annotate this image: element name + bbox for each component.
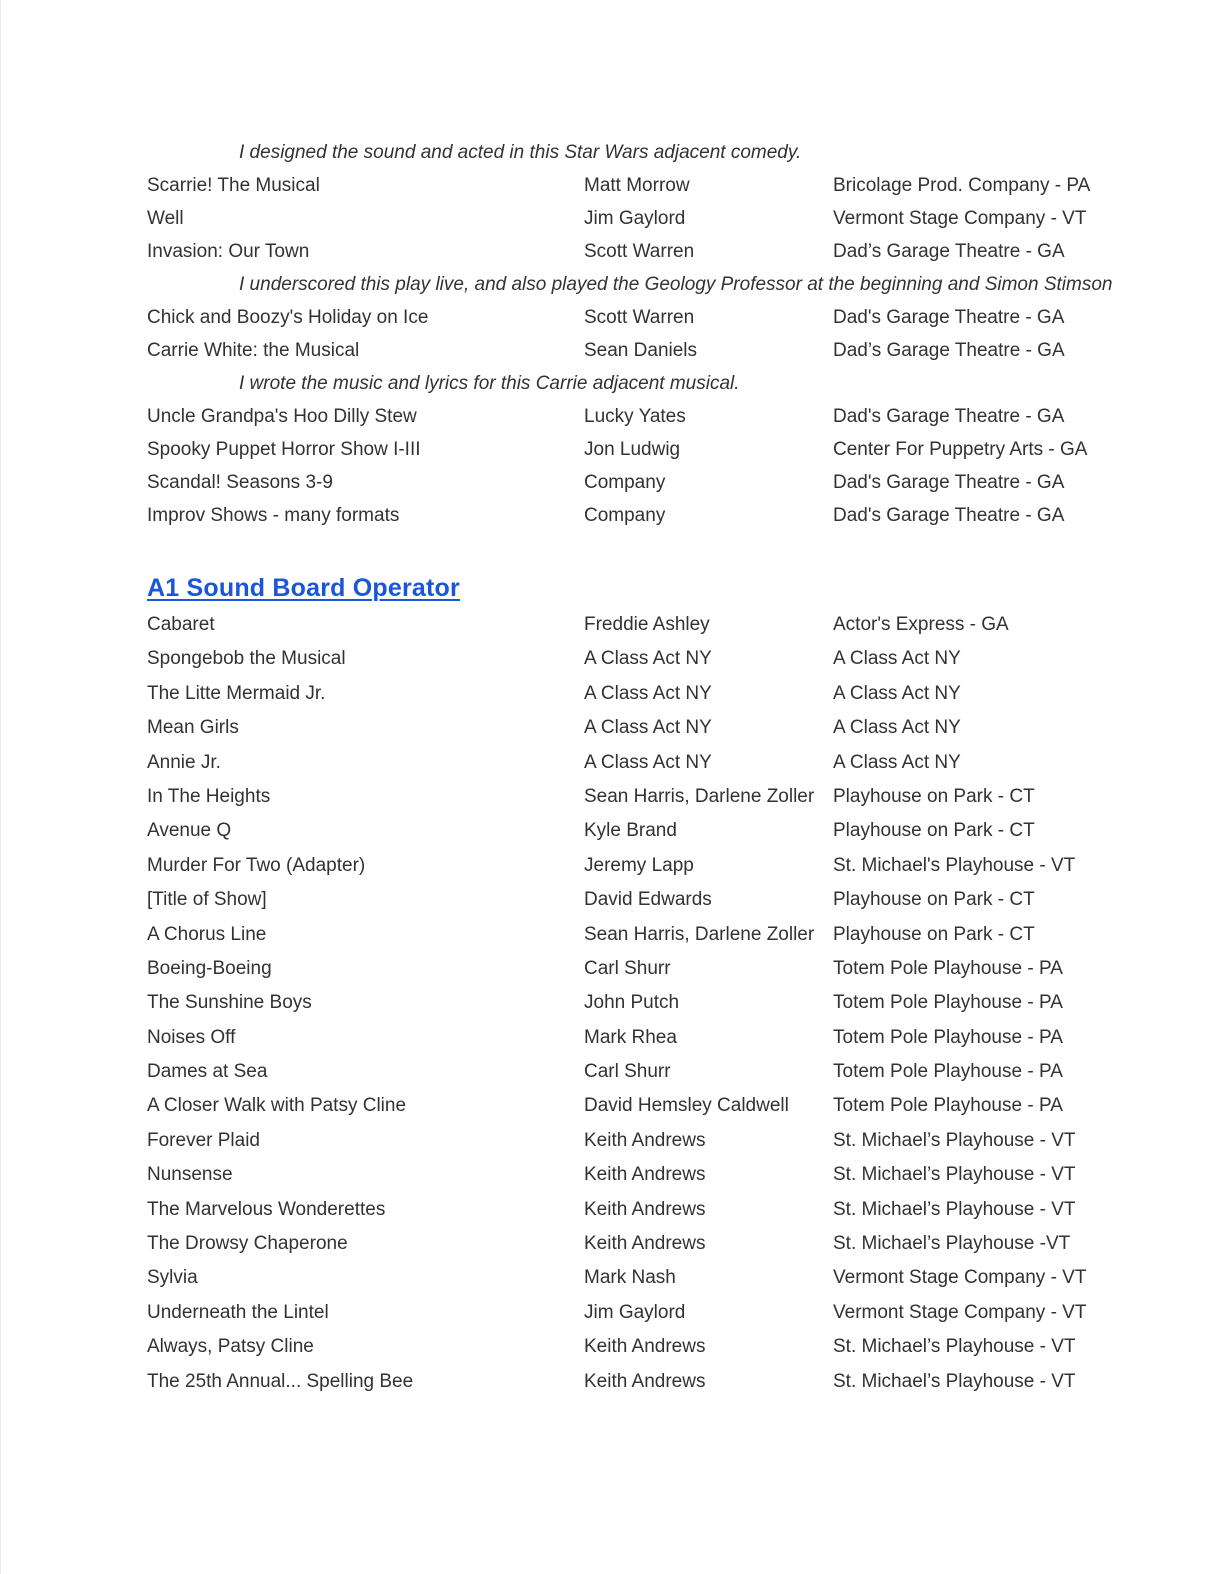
director-name: John Putch	[584, 992, 680, 1014]
credit-row	[147, 1021, 1169, 1055]
director-name: Carl Shurr	[584, 957, 671, 979]
theatre-name: Dad's Garage Theatre - GA	[833, 472, 1065, 493]
show-title: Uncle Grandpa's Hoo Dilly Stew	[147, 406, 417, 427]
credit-row	[147, 883, 1169, 917]
show-title: Always, Patsy Cline	[147, 1336, 314, 1358]
theatre-name: A Class Act NY	[833, 717, 961, 739]
credit-row	[147, 466, 1169, 499]
director-name: A Class Act NY	[584, 751, 712, 773]
show-title: Boeing-Boeing	[147, 957, 272, 979]
theatre-name: St. Michael’s Playhouse - VT	[833, 1164, 1076, 1186]
theatre-name: Dad’s Garage Theatre - GA	[833, 340, 1065, 361]
show-title: Scandal! Seasons 3-9	[147, 472, 333, 493]
director-name: Company	[584, 505, 666, 526]
credit-row	[147, 301, 1169, 334]
director-name: Jon Ludwig	[584, 439, 681, 460]
show-title: Sylvia	[147, 1267, 198, 1289]
credit-row	[147, 1261, 1169, 1295]
director-name: A Class Act NY	[584, 648, 712, 670]
theatre-name: Totem Pole Playhouse - PA	[833, 1095, 1063, 1117]
section-continued	[147, 136, 1169, 532]
show-title: In The Heights	[147, 785, 271, 807]
show-title: [Title of Show]	[147, 889, 267, 911]
director-name: Keith Andrews	[584, 1233, 706, 1255]
page-content	[1, 0, 1219, 1399]
credit-row	[147, 169, 1169, 202]
theatre-name: Vermont Stage Company - VT	[833, 1301, 1087, 1323]
show-title: Improv Shows - many formats	[147, 505, 400, 526]
credit-row	[147, 202, 1169, 235]
theatre-name: A Class Act NY	[833, 682, 961, 704]
show-title: A Chorus Line	[147, 923, 267, 945]
director-name: Sean Harris, Darlene Zoller	[584, 923, 815, 945]
director-name: Freddie Ashley	[584, 614, 710, 635]
show-title: Mean Girls	[147, 717, 239, 739]
director-name: A Class Act NY	[584, 682, 712, 704]
credit-row	[147, 1193, 1169, 1227]
director-name: David Edwards	[584, 889, 712, 911]
credit-row	[147, 780, 1169, 814]
show-title: The Sunshine Boys	[147, 992, 312, 1014]
credit-row	[147, 918, 1169, 952]
show-title: Spooky Puppet Horror Show I-III	[147, 439, 421, 460]
theatre-name: Totem Pole Playhouse - PA	[833, 1026, 1063, 1048]
theatre-name: St. Michael’s Playhouse - VT	[833, 1198, 1076, 1220]
show-title: The Drowsy Chaperone	[147, 1233, 348, 1255]
director-name: Kyle Brand	[584, 820, 677, 842]
theatre-name: Center For Puppetry Arts - GA	[833, 439, 1088, 460]
credit-row	[147, 642, 1169, 676]
show-title: Forever Plaid	[147, 1129, 260, 1151]
director-name: Lucky Yates	[584, 406, 686, 427]
show-title: A Closer Walk with Patsy Cline	[147, 1095, 407, 1117]
theatre-name: Dad's Garage Theatre - GA	[833, 505, 1065, 526]
director-name: Keith Andrews	[584, 1164, 706, 1186]
credit-row	[147, 746, 1169, 780]
director-name: Keith Andrews	[584, 1370, 706, 1392]
credit-row	[147, 952, 1169, 986]
theatre-name: Vermont Stage Company - VT	[833, 208, 1087, 229]
director-name: Carl Shurr	[584, 1061, 671, 1083]
credit-row	[147, 1158, 1169, 1192]
credit-row	[147, 1365, 1169, 1399]
show-title: Cabaret	[147, 614, 215, 635]
theatre-name: Playhouse on Park - CT	[833, 889, 1035, 911]
show-title: Underneath the Lintel	[147, 1301, 329, 1323]
credit-row	[147, 608, 1169, 642]
credit-row	[147, 1089, 1169, 1123]
annotation-note: I designed the sound and acted in this Star Wars adjacent comedy.	[239, 142, 802, 163]
show-title: The Litte Mermaid Jr.	[147, 682, 326, 704]
theatre-name: Totem Pole Playhouse - PA	[833, 992, 1063, 1014]
director-name: Keith Andrews	[584, 1336, 706, 1358]
director-name: Company	[584, 472, 666, 493]
credit-row	[147, 433, 1169, 466]
section-a1-sound-board-operator	[147, 608, 1169, 1399]
director-name: Keith Andrews	[584, 1198, 706, 1220]
theatre-name: A Class Act NY	[833, 648, 961, 670]
credit-row	[147, 711, 1169, 745]
credit-row	[147, 1124, 1169, 1158]
credit-row	[147, 1055, 1169, 1089]
credit-row	[147, 1330, 1169, 1364]
theatre-name: Bricolage Prod. Company - PA	[833, 175, 1091, 196]
theatre-name: Playhouse on Park - CT	[833, 923, 1035, 945]
show-title: Invasion: Our Town	[147, 241, 310, 262]
theatre-name: Dad's Garage Theatre - GA	[833, 406, 1065, 427]
show-title: Scarrie! The Musical	[147, 175, 320, 196]
show-title: Avenue Q	[147, 820, 232, 842]
theatre-name: St. Michael’s Playhouse -VT	[833, 1233, 1071, 1255]
director-name: Jeremy Lapp	[584, 854, 694, 876]
theatre-name: Playhouse on Park - CT	[833, 820, 1035, 842]
director-name: Mark Nash	[584, 1267, 676, 1289]
credit-row	[147, 334, 1169, 367]
theatre-name: Dad's Garage Theatre - GA	[833, 307, 1065, 328]
section-heading-link[interactable]: A1 Sound Board Operator	[147, 574, 460, 602]
credit-row	[147, 499, 1169, 532]
show-title: Well	[147, 208, 184, 229]
show-title: Dames at Sea	[147, 1061, 268, 1083]
director-name: Jim Gaylord	[584, 208, 686, 229]
director-name: Scott Warren	[584, 307, 695, 328]
annotation-note: I wrote the music and lyrics for this Carrie adjacent musical.	[239, 373, 740, 394]
show-title: The 25th Annual... Spelling Bee	[147, 1370, 414, 1392]
section-heading	[147, 568, 1169, 608]
show-title: Murder For Two (Adapter)	[147, 854, 366, 876]
show-title: The Marvelous Wonderettes	[147, 1198, 386, 1220]
annotation-note: I underscored this play live, and also played the Geology Professor at the beginning and Simon Stimson	[239, 274, 1113, 295]
director-name: Matt Morrow	[584, 175, 690, 196]
credit-row	[147, 814, 1169, 848]
director-name: Jim Gaylord	[584, 1301, 686, 1323]
theatre-name: Vermont Stage Company - VT	[833, 1267, 1087, 1289]
director-name: Mark Rhea	[584, 1026, 677, 1048]
director-name: Keith Andrews	[584, 1129, 706, 1151]
director-name: Scott Warren	[584, 241, 695, 262]
director-name: Sean Harris, Darlene Zoller	[584, 785, 815, 807]
director-name: David Hemsley Caldwell	[584, 1095, 789, 1117]
credit-row	[147, 235, 1169, 268]
show-title: Carrie White: the Musical	[147, 340, 360, 361]
show-title: Nunsense	[147, 1164, 233, 1186]
show-title: Chick and Boozy's Holiday on Ice	[147, 307, 429, 328]
director-name: Sean Daniels	[584, 340, 698, 361]
credit-row	[147, 1227, 1169, 1261]
theatre-name: St. Michael’s Playhouse - VT	[833, 1370, 1076, 1392]
theatre-name: Totem Pole Playhouse - PA	[833, 1061, 1063, 1083]
credit-row	[147, 849, 1169, 883]
theatre-name: St. Michael's Playhouse - VT	[833, 854, 1076, 876]
theatre-name: Totem Pole Playhouse - PA	[833, 957, 1063, 979]
theatre-name: A Class Act NY	[833, 751, 961, 773]
theatre-name: Dad’s Garage Theatre - GA	[833, 241, 1065, 262]
credit-row	[147, 677, 1169, 711]
theatre-name: St. Michael’s Playhouse - VT	[833, 1129, 1076, 1151]
theatre-name: Playhouse on Park - CT	[833, 785, 1035, 807]
theatre-name: Actor's Express - GA	[833, 614, 1009, 635]
credit-row	[147, 986, 1169, 1020]
show-title: Noises Off	[147, 1026, 236, 1048]
show-title: Spongebob the Musical	[147, 648, 346, 670]
show-title: Annie Jr.	[147, 751, 221, 773]
credit-row	[147, 1296, 1169, 1330]
director-name: A Class Act NY	[584, 717, 712, 739]
credit-row	[147, 400, 1169, 433]
theatre-name: St. Michael’s Playhouse - VT	[833, 1336, 1076, 1358]
